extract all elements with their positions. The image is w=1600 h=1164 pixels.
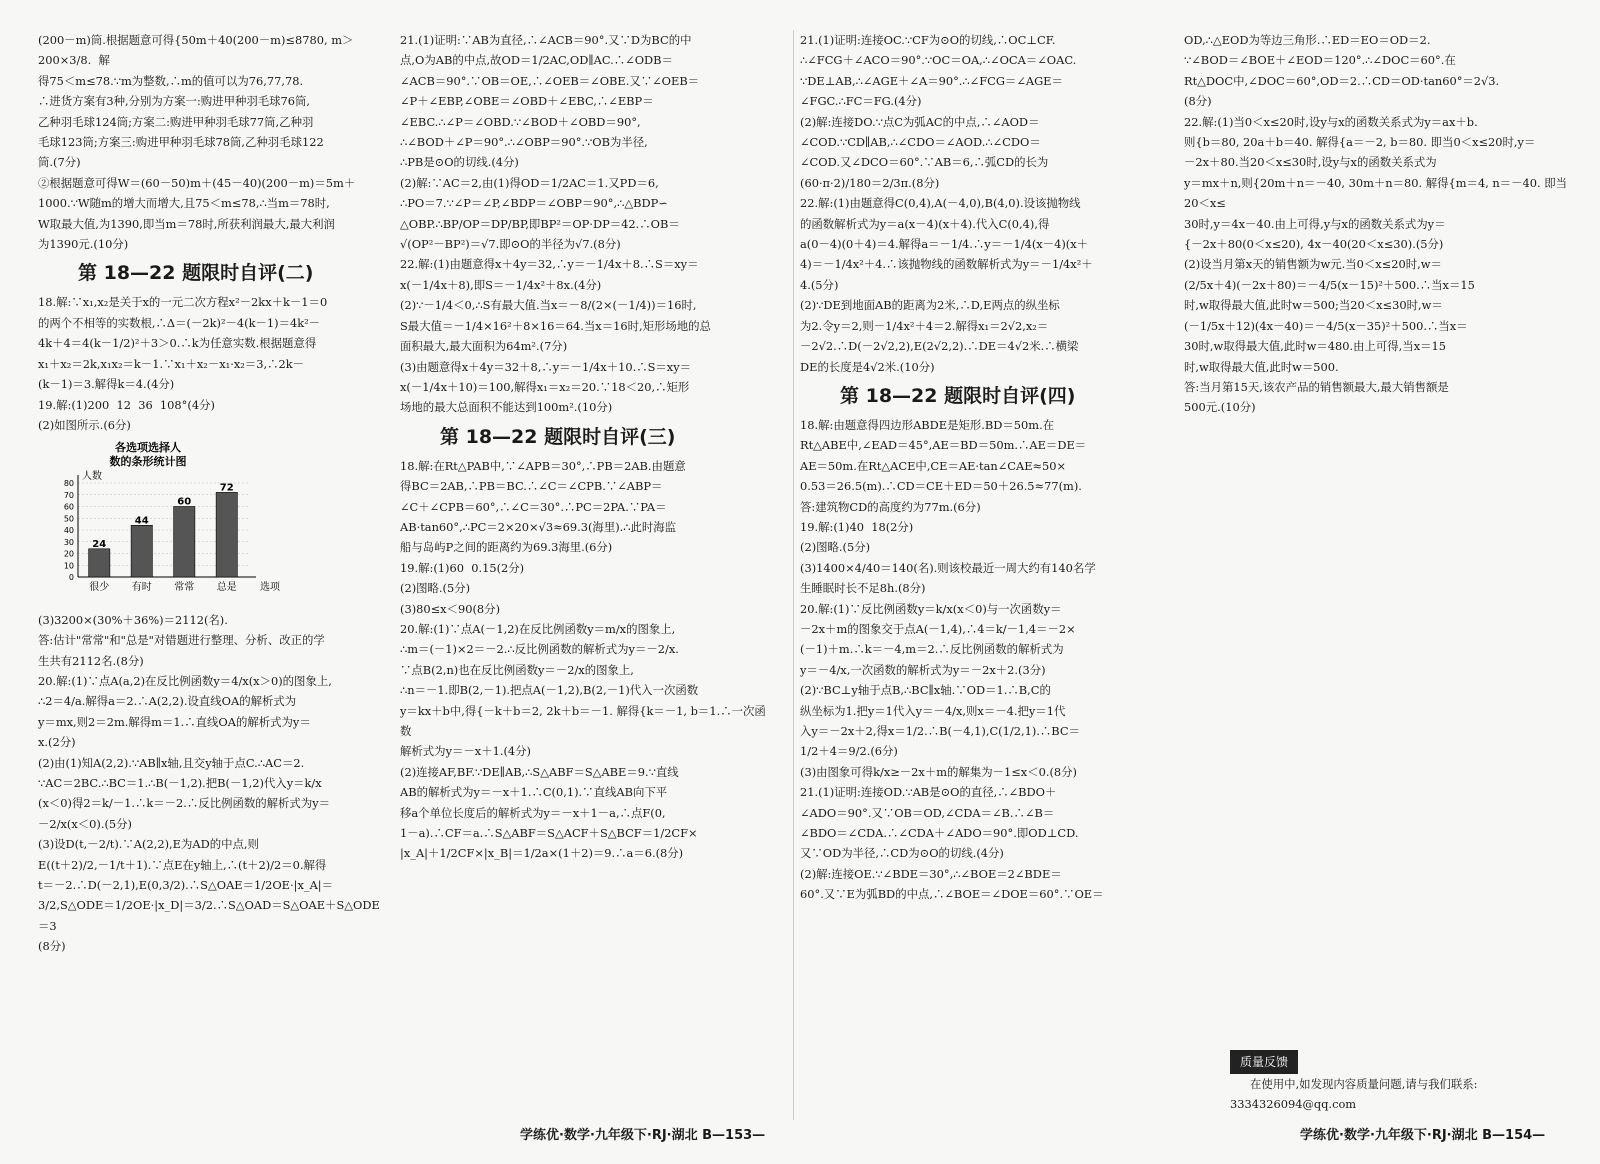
text-line: 移a个单位长度后的解析式为y＝－x＋1－a,∴点F(0, [400, 805, 666, 820]
text-line: (2)∵DE到地面AB的距离为2米,∴D,E两点的纵坐标 [800, 298, 1060, 313]
text-line: (x＜0)得2＝k/－1.∴k＝－2.∴反比例函数的解析式为y＝ [38, 796, 331, 811]
text-line: ∠ACB＝90°.∵OB＝OE,∴∠OEB＝∠OBE.又∵∠OEB＝ [400, 73, 700, 88]
text-line: y＝－4/x,一次函数的解析式为y＝－2x＋2.(3分) [800, 662, 1046, 677]
text-line: {－2x＋80(0＜x≤20), 4x－40(20＜x≤30).(5分) [1184, 237, 1444, 252]
right-page [800, 30, 1600, 1115]
text-line: (2)由(1)知A(2,2).∵AB∥x轴,且交y轴于点C.∴AC＝2. [38, 755, 305, 770]
text-line: ∴进货方案有3种,分别为方案一:购进甲种羽毛球76筒, [38, 94, 311, 109]
text-line: 1000.∵W随m的增大而增大,且75＜m≤78,∴当m＝78时, [38, 196, 330, 211]
text-line: －2x＋m的图象交于点A(－1,4),∴4＝k/－1,4＝－2× [800, 621, 1076, 636]
text-line: 则{b＝80, 20a＋b＝40. 解得{a＝－2, b＝80. 即当0＜x≤20时,y＝ [1184, 135, 1536, 150]
text-line: ∵点B(2,n)也在反比例函数y＝－2/x的图象上, [400, 662, 634, 677]
footer-right-page: 学练优·数学·九年级下·RJ·湖北 B—154— [1300, 1128, 1546, 1143]
text-line: －2√2.∴D(－2√2,2),E(2√2,2).∴DE＝4√2米.∴横梁 [800, 339, 1079, 354]
text-line: 答:估计"常常"和"总是"对错题进行整理、分析、改正的学 [38, 633, 325, 648]
bar-value-label: 60 [177, 496, 192, 508]
text-line: (200－m)筒.根据题意可得{50m＋40(200－m)≤8780, m＞200×3/8. 解 [38, 33, 354, 68]
text-line: 18.解:由题意得四边形ABDE是矩形.BD＝50m.在 [800, 417, 1055, 432]
text-line: 20.解:(1)∵反比例函数y＝k/x(x＜0)与一次函数y＝ [800, 601, 1062, 616]
text-line: AB的解析式为y＝－x＋1.∴C(0,1).∵直线AB向下平 [400, 785, 668, 800]
text-line: 的两个不相等的实数根,∴Δ＝(－2k)²－4(k－1)＝4k²－ [38, 315, 321, 330]
text-line: 1－a).∴CF＝a.∴S△ABF＝S△ACF＋S△BCF＝1/2CF× [400, 826, 698, 841]
text-line: 18.解:在Rt△PAB中,∵∠APB＝30°,∴PB＝2AB.由题意 [400, 458, 686, 473]
text-line: x₁＋x₂＝2k,x₁x₂＝k－1.∵x₁＋x₂－x₁·x₂＝3,∴2k－ [38, 356, 305, 371]
text-line: 0.53＝26.5(m).∴CD＝CE＋ED＝50＋26.5≈77(m). [800, 479, 1082, 494]
text-line: (2)如图所示.(6分) [38, 417, 131, 432]
chart-title-line-1: 各选项选择人 [115, 441, 181, 455]
x-tick-label: 有时 [131, 582, 152, 594]
col1c-paragraphs [38, 610, 390, 957]
quality-feedback [1230, 1050, 1560, 1114]
text-line: ∠FGC.∴FC＝FG.(4分) [800, 94, 922, 109]
section-title-2: 第 18—22 题限时自评(二) [78, 262, 314, 285]
bar-value-label: 44 [134, 515, 149, 527]
column-3 [800, 30, 1160, 1115]
text-line: 时,w取得最大值,此时w＝500. [1184, 359, 1339, 374]
x-tick-label: 很少 [89, 582, 110, 594]
y-tick-label: 10 [63, 561, 74, 571]
text-line: (2)图略.(5分) [800, 540, 871, 555]
col1-paragraphs [38, 30, 390, 254]
text-line: 纵坐标为1.把y＝1代入y＝－4/x,则x＝－4.把y＝1代 [800, 703, 1066, 718]
col3-paragraphs [800, 30, 1160, 377]
page-gutter [793, 30, 794, 1120]
chart-xlabel: 选项 [260, 582, 280, 594]
text-line: ∠P＋∠EBP,∠OBE＝∠OBD＋∠EBC,∴∠EBP＝ [400, 94, 654, 109]
text-line: (k－1)＝3.解得k＝4.(4分) [38, 377, 175, 392]
text-line: 生睡眠时长不足8h.(8分) [800, 581, 926, 596]
text-line: (2)∵BC⊥y轴于点B,∴BC∥x轴.∵OD＝1.∴B,C的 [800, 683, 1051, 698]
text-line: 得BC＝2AB,∴PB＝BC.∴∠C＝∠CPB.∵∠ABP＝ [400, 479, 663, 494]
text-line: (3)1400×4/40＝140(名).则该校最近一周大约有140名学 [800, 560, 1096, 575]
text-line: 毛球123筒;方案三:购进甲种羽毛球78筒,乙种羽毛球122 [38, 135, 324, 150]
section-title-3: 第 18—22 题限时自评(三) [440, 425, 676, 448]
text-line: 22.解:(1)由题意得x＋4y＝32,∴y＝－1/4x＋8.∴S＝xy＝ [400, 257, 699, 272]
col2-paragraphs [400, 30, 772, 418]
text-line: ∠EBC.∴∠P＝∠OBD.∵∠BOD＋∠OBD＝90°, [400, 114, 641, 129]
section-title-4: 第 18—22 题限时自评(四) [840, 384, 1076, 407]
text-line: AB·tan60°,∴PC＝2×20×√3≈69.3(海里).∴此时海监 [400, 519, 677, 534]
text-line: 18.解:∵x₁,x₂是关于x的一元二次方程x²－2kx＋k－1＝0 [38, 295, 328, 310]
text-line: 为1390元.(10分) [38, 237, 129, 252]
text-line: Rt△DOC中,∠DOC＝60°,OD＝2.∴CD＝OD·tan60°＝2√3. [1184, 73, 1500, 88]
text-line: 19.解:(1)40 18(2分) [800, 519, 914, 534]
text-line: ∴PB是⊙O的切线.(4分) [400, 155, 519, 170]
x-tick-label: 总是 [216, 582, 237, 594]
text-line: 19.解:(1)60 0.15(2分) [400, 560, 525, 575]
text-line: W取最大值,为1390,即当m＝78时,所获利润最大,最大利润 [38, 216, 335, 231]
text-line: DE的长度是4√2米.(10分) [800, 359, 935, 374]
col4-paragraphs [1184, 30, 1570, 418]
text-line: 500元.(10分) [1184, 400, 1256, 415]
text-line: a(0－4)(0＋4)＝4.解得a＝－1/4.∴y＝－1/4(x－4)(x＋ [800, 237, 1089, 252]
text-line: 筒.(7分) [38, 155, 81, 170]
text-line: 时,w取得最大值,此时w＝500;当20＜x≤30时,w＝ [1184, 298, 1443, 313]
x-tick-label: 常常 [174, 582, 195, 594]
text-line: y＝kx＋b中,得{－k＋b＝2, 2k＋b＝－1. 解得{k＝－1, b＝1.∴一次函数 [400, 703, 766, 738]
y-tick-label: 40 [63, 526, 74, 536]
col2b-paragraphs [400, 456, 772, 864]
text-line: 入y＝－2x＋2,得x＝1/2.∴B(－4,1),C(1/2,1).∴BC＝ [800, 724, 1080, 738]
bar-有时 [131, 526, 152, 578]
text-line: (2)解:连接OE.∵∠BDE＝30°,∴∠BOE＝2∠BDE＝ [800, 866, 1062, 881]
text-line: 1/2＋4＝9/2.(6分) [800, 744, 898, 759]
text-line: ∵AC＝2BC.∴BC＝1.∴B(－1,2).把B(－1,2)代入y＝k/x [38, 775, 322, 790]
text-line: (2)∵－1/4＜0,∴S有最大值.当x＝－8/(2×(－1/4))＝16时, [400, 298, 697, 313]
text-line: (2)解:连接DO.∵点C为弧AC的中点,∴∠AOD＝ [800, 114, 1040, 129]
text-line: 面积最大,最大面积为64m².(7分) [400, 339, 568, 354]
text-line: E((t＋2)/2,－1/t＋1).∵点E在y轴上,∴(t＋2)/2＝0.解得 [38, 857, 327, 872]
text-line: y＝mx＋n,则{20m＋n＝－40, 30m＋n＝80. 解得{m＝4, n＝－40. 即当20＜x≤ [1184, 175, 1568, 211]
text-line: (3)由题意得x＋4y＝32＋8,∴y＝－1/4x＋10.∴S＝xy＝ [400, 359, 692, 374]
text-line: (3)设D(t,－2/t).∵A(2,2),E为AD的中点,则 [38, 837, 259, 852]
text-line: 22.解:(1)由题意得C(0,4),A(－4,0),B(4,0).设该抛物线 [800, 196, 1081, 211]
text-line: 60°.又∵E为弧BD的中点,∴∠BOE＝∠DOE＝60°.∵OE＝ [800, 887, 1104, 902]
text-line: 乙种羽毛球124筒;方案二:购进甲种羽毛球77筒,乙种羽 [38, 114, 314, 129]
text-line: x(－1/4x＋10)＝100,解得x₁＝x₂＝20.∵18＜20,∴矩形 [400, 379, 690, 394]
text-line: √(OP²－BP²)＝√7.即⊙O的半径为√7.(8分) [400, 237, 621, 252]
text-line: 船与岛屿P之间的距离约为69.3海里.(6分) [400, 540, 613, 555]
text-line: 又∵OD为半径,∴CD为⊙O的切线.(4分) [800, 846, 1004, 861]
text-line: 3/2,S△ODE＝1/2OE·|x_D|＝3/2.∴S△OAD＝S△OAE＋S△ODE＝3 [38, 898, 380, 933]
text-line: t＝－2.∴D(－2,1),E(0,3/2).∴S△OAE＝1/2OE·|x_A|＝ [38, 878, 334, 892]
text-line: ∵DE⊥AB,∴∠AGE＋∠A＝90°.∴∠FCG＝∠AGE＝ [800, 73, 1063, 88]
text-line: 21.(1)证明:连接OC.∵CF为⊙O的切线,∴OC⊥CF. [800, 33, 1056, 47]
text-line: 4.(5分) [800, 277, 839, 292]
text-line: ∴∠FCG＋∠ACO＝90°.∵OC＝OA,∴∠OCA＝∠OAC. [800, 53, 1077, 68]
text-line: 4)＝－1/4x²＋4.∴该抛物线的函数解析式为y＝－1/4x²＋ [800, 257, 1093, 272]
text-line: 4k＋4＝4(k－1/2)²＋3＞0.∴k为任意实数.根据题意得 [38, 336, 317, 351]
text-line: (3)80≤x＜90(8分) [400, 601, 501, 616]
bar-value-label: 72 [219, 482, 234, 494]
text-line: (2)解:∵AC＝2,由(1)得OD＝1/2AC＝1.又PD＝6, [400, 175, 659, 190]
text-line: (2)图略.(5分) [400, 581, 471, 596]
text-line: ∵∠BOD＝∠BOE＋∠EOD＝120°.∴∠DOC＝60°.在 [1184, 53, 1456, 68]
text-line: 场地的最大总面积不能达到100m².(10分) [400, 400, 613, 415]
column-4 [1184, 30, 1570, 590]
text-line: ∠COD.又∠DCO＝60°.∵AB＝6,∴弧CD的长为 [800, 155, 1049, 170]
bar-chart [38, 439, 390, 605]
column-2 [400, 30, 772, 1115]
y-tick-label: 50 [63, 514, 74, 524]
text-line: ∠COD.∵CD∥AB,∴∠CDO＝∠AOD.∴∠CDO＝ [800, 135, 1041, 150]
y-tick-label: 20 [63, 549, 74, 559]
chart-ylabel: 人数 [82, 471, 102, 483]
text-line: △OBP.∴BP/OP＝DP/BP,即BP²＝OP·DP＝42.∴OB＝ [400, 216, 680, 231]
y-tick-label: 30 [63, 538, 74, 548]
text-line: (2)连接AF,BF.∵DE∥AB,∴S△ABF＝S△ABE＝9.∵直线 [400, 764, 679, 779]
bar-常常 [174, 507, 195, 578]
y-tick-label: 0 [68, 573, 74, 583]
text-line: －2x＋80.当20＜x≤30时,设y与x的函数关系式为 [1184, 155, 1437, 170]
text-line: AE＝50m.在Rt△ACE中,CE＝AE·tan∠CAE≈50× [800, 458, 1067, 473]
bar-value-label: 24 [92, 539, 107, 551]
text-line: (8分) [1184, 94, 1212, 109]
text-line: 21.(1)证明:连接OD.∵AB是⊙O的直径,∴∠BDO＋ [800, 785, 1057, 800]
text-line: (－1/5x＋12)(4x－40)＝－4/5(x－35)²＋500.∴当x＝ [1184, 318, 1468, 333]
text-line: (－1)＋m.∴k＝－4,m＝2.∴反比例函数的解析式为 [800, 642, 1064, 657]
bar-chart-svg [38, 439, 338, 599]
feedback-text: 在使用中,如发现内容质量问题,请与我们联系: [1250, 1077, 1478, 1091]
text-line: y＝mx,则2＝2m.解得m＝1.∴直线OA的解析式为y＝ [38, 714, 311, 729]
text-line: ∴m＝(－1)×2＝－2.∴反比例函数的解析式为y＝－2/x. [400, 642, 679, 657]
text-line: 20.解:(1)∵点A(a,2)在反比例函数y＝4/x(x＞0)的图象上, [38, 673, 332, 688]
text-line: x(－1/4x＋8),即S＝－1/4x²＋8x.(4分) [400, 277, 602, 292]
column-1 [38, 30, 390, 1115]
text-line: OD,∴△EOD为等边三角形.∴ED＝EO＝OD＝2. [1184, 33, 1431, 47]
text-line: 30时,w取得最大值,此时w＝480.由上可得,当x＝15 [1184, 339, 1446, 354]
text-line: ∴2＝4/a.解得a＝2.∴A(2,2).设直线OA的解析式为 [38, 694, 297, 709]
text-line: (3)由图象可得k/x≥－2x＋m的解集为－1≤x＜0.(8分) [800, 764, 1078, 779]
text-line: 的函数解析式为y＝a(x－4)(x＋4).代入C(0,4),得 [800, 216, 1050, 231]
feedback-email[interactable]: 3334326094@qq.com [1230, 1097, 1357, 1111]
text-line: ∴n＝－1.即B(2,－1).把点A(－1,2),B(2,－1)代入一次函数 [400, 683, 699, 698]
footer-left-page: 学练优·数学·九年级下·RJ·湖北 B—153— [520, 1128, 766, 1143]
y-tick-label: 60 [63, 502, 74, 512]
text-line: 30时,y＝4x－40.由上可得,y与x的函数关系式为y＝ [1184, 216, 1446, 231]
text-line: 19.解:(1)200 12 36 108°(4分) [38, 397, 215, 412]
bar-很少 [89, 549, 110, 577]
text-line: Rt△ABE中,∠EAD＝45°,AE＝BD＝50m.∴AE＝DE＝ [800, 438, 1087, 453]
text-line: ∴∠BOD＋∠P＝90°.∴∠OBP＝90°.∵OB为半径, [400, 135, 648, 150]
text-line: 21.(1)证明:∵AB为直径,∴∠ACB＝90°.又∵D为BC的中 [400, 33, 692, 47]
bar-总是 [216, 493, 237, 578]
text-line: ∠C＋∠CPB＝60°,∴∠C＝30°.∴PC＝2PA.∵PA＝ [400, 499, 667, 514]
left-page [0, 30, 790, 1115]
y-tick-label: 80 [63, 479, 74, 489]
text-line: ∠BDO＝∠CDA.∴∠CDA＋∠ADO＝90°.即OD⊥CD. [800, 826, 1079, 841]
text-line: (60·π·2)/180＝2/3π.(8分) [800, 175, 940, 190]
text-line: (3)3200×(30%＋36%)＝2112(名). [38, 612, 228, 627]
text-line: －2/x(x＜0).(5分) [38, 816, 132, 831]
text-line: ②根据题意可得W＝(60－50)m＋(45－40)(200－m)＝5m＋ [38, 175, 356, 190]
col3b-paragraphs [800, 415, 1160, 905]
text-line: 生共有2112名.(8分) [38, 653, 144, 668]
text-line: 答:当月第15天,该农产品的销售额最大,最大销售额是 [1184, 379, 1449, 394]
text-line: 20.解:(1)∵点A(－1,2)在反比例函数y＝m/x的图象上, [400, 621, 676, 636]
feedback-tag: 质量反馈 [1230, 1050, 1298, 1074]
text-line: (2)设当月第x天的销售额为w元.当0＜x≤20时,w＝ [1184, 257, 1442, 272]
text-line: 为2.令y＝2,则－1/4x²＋4＝2.解得x₁＝2√2,x₂＝ [800, 318, 1049, 333]
col1b-paragraphs [38, 292, 390, 435]
text-line: 答:建筑物CD的高度约为77m.(6分) [800, 499, 981, 514]
text-line: (8分) [38, 939, 66, 954]
text-line: ∴PO＝7.∵∠P＝∠P,∠BDP＝∠OBP＝90°,∴△BDP∽ [400, 196, 668, 211]
chart-title-line-2: 数的条形统计图 [109, 455, 187, 469]
text-line: |x_A|＋1/2CF×|x_B|＝1/2a×(1＋2)＝9.∴a＝6.(8分) [400, 846, 684, 861]
text-line: (2/5x＋4)(－2x＋80)＝－4/5(x－15)²＋500.∴当x＝15 [1184, 277, 1475, 292]
text-line: S最大值＝－1/4×16²＋8×16＝64.当x＝16时,矩形场地的总 [400, 318, 711, 333]
text-line: 点,O为AB的中点,故OD＝1/2AC,OD∥AC.∴∠ODB＝ [400, 53, 673, 68]
text-line: x.(2分) [38, 735, 76, 750]
text-line: 22.解:(1)当0＜x≤20时,设y与x的函数关系式为y＝ax＋b. [1184, 114, 1478, 129]
text-line: 得75＜m≤78.∵m为整数,∴m的值可以为76,77,78. [38, 73, 304, 88]
text-line: 解析式为y＝－x＋1.(4分) [400, 744, 531, 759]
y-tick-label: 70 [63, 491, 74, 501]
text-line: ∠ADO＝90°.又∵OB＝OD,∠CDA＝∠B.∴∠B＝ [800, 805, 1055, 820]
